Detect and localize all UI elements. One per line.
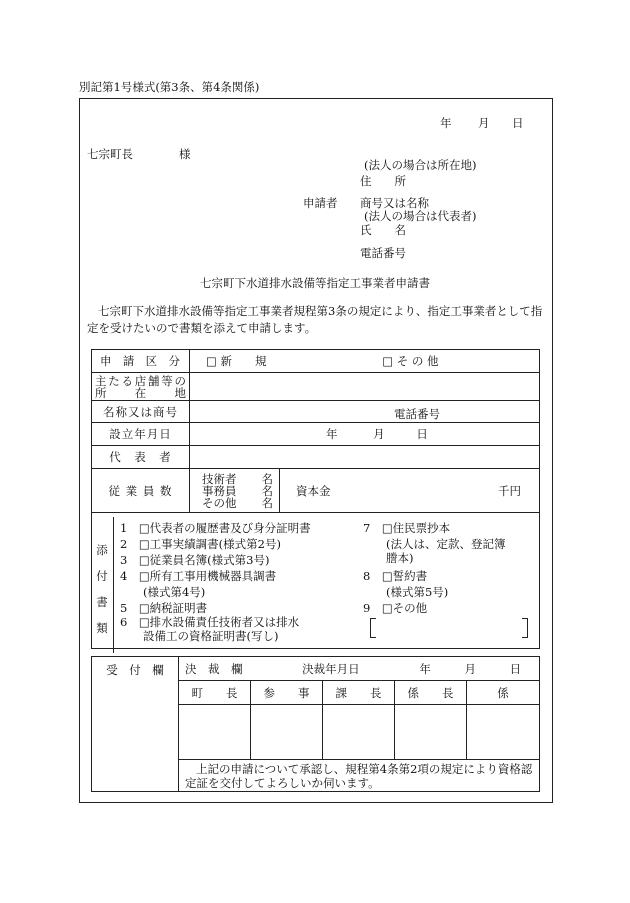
stamp-staff[interactable] (467, 705, 540, 760)
approval-note: 上記の申請について承認し、規程第4条第2項の規定により資格認定証を交付してよろしいか伺います。 (179, 760, 540, 792)
addressee-name: 七宗町長 (87, 147, 133, 161)
other-attachment-bracket[interactable] (370, 618, 528, 636)
capital-unit: 千円 (498, 483, 521, 498)
reception-header-row (92, 657, 540, 681)
row-store-address (92, 373, 540, 401)
attachment-item-4[interactable]: 4 □所有工事用機械器具調書 (120, 569, 277, 583)
approver-staff: 係 (467, 681, 540, 705)
attachment-item-8[interactable]: 8 □誓約書 (363, 569, 428, 583)
attachment-item-4-note: (様式第4号) (120, 585, 206, 599)
approver-section-chief: 課 長 (323, 681, 395, 705)
representative-field[interactable] (190, 446, 540, 469)
capital-field[interactable] (280, 469, 540, 513)
application-statement: 七宗町下水道排水設備等指定工事業者規程第3条の規定により、指定工事業者として指定を受けたいので書類を添えて申請します。 (87, 304, 543, 335)
employee-breakdown: 技術者 名 事務員 名 その他 名 (190, 469, 280, 513)
category-other-checkbox[interactable]: □ そ の 他 (382, 354, 439, 368)
trade-name-label: 商号又は名称 (360, 196, 429, 210)
approver-counselor: 参 事 (251, 681, 323, 705)
date-day: 日 (512, 116, 524, 130)
attachment-item-7[interactable]: 7 □住民票抄本 (363, 521, 451, 535)
decision-header: 決 裁 欄 決裁年月日 年 月 日 (179, 657, 540, 681)
established-date-label: 設立年月日 (92, 423, 190, 446)
applicant-label: 申請者 (303, 196, 338, 210)
established-date-field[interactable]: 年 月 日 (190, 423, 540, 446)
attachment-item-7-note-2: 謄本) (363, 551, 414, 565)
name-label: 氏 名 (360, 223, 406, 237)
store-address-field[interactable] (190, 373, 540, 401)
receipt-column: 受 付 欄 (92, 657, 179, 792)
attachment-item-5[interactable]: 5 □納税証明書 (120, 601, 208, 615)
representative-label: 代 表 者 (92, 446, 190, 469)
employees-label: 従 業 員 数 (92, 469, 190, 513)
attachment-item-7-note: (法人は、定款、登記簿 (363, 537, 506, 551)
addressee-honorific: 様 (179, 147, 191, 161)
attachments-label: 添 付 書 類 (96, 543, 108, 635)
stamp-mayor[interactable] (179, 705, 251, 760)
row-category (92, 350, 540, 373)
decision-date-label: 決裁年月日 (302, 661, 360, 676)
approver-mayor: 町 長 (179, 681, 251, 705)
reception-approval-table (91, 656, 540, 792)
category-label: 申請区分 (92, 350, 190, 373)
phone-label: 電話番号 (360, 246, 406, 260)
row-representative (92, 446, 540, 469)
stamp-section-chief[interactable] (323, 705, 395, 760)
category-options (190, 350, 540, 373)
row-established (92, 423, 540, 446)
phone-number-label: 電話番号 (394, 407, 440, 421)
date-month: 月 (478, 116, 490, 130)
stamp-counselor[interactable] (251, 705, 323, 760)
attachment-item-8-note: (様式第5号) (363, 585, 449, 599)
attachment-item-6[interactable]: 6 □排水設備責任技術者又は排水 (120, 615, 300, 629)
date-year: 年 (440, 116, 452, 130)
name-trade-field[interactable] (190, 401, 540, 423)
row-employees (92, 469, 540, 513)
name-trade-label: 名称又は商号 (92, 401, 190, 423)
approver-subsection-chief: 係 長 (395, 681, 467, 705)
capital-label: 資本金 (296, 483, 331, 498)
attachment-item-3[interactable]: 3 □従業員名簿(様式第3号) (120, 553, 270, 567)
attachment-item-2[interactable]: 2 □工事実績調書(様式第2号) (120, 537, 281, 551)
document-title: 七宗町下水道排水設備等指定工事業者申請書 (200, 276, 430, 290)
category-new-checkbox[interactable]: □ 新 規 (206, 354, 267, 368)
attachment-item-1[interactable]: 1 □代表者の履歴書及び身分証明書 (120, 521, 311, 535)
corp-address-note: (法人の場合は所在地) (364, 158, 477, 172)
attachments-label-divider (113, 517, 114, 653)
store-address-label: 主たる店舗等の 所 在 地 (92, 373, 190, 401)
address-label: 住 所 (360, 174, 406, 188)
form-number-header: 別記第1号様式(第3条、第4条関係) (79, 80, 260, 94)
attachment-item-9[interactable]: 9 □その他 (363, 601, 428, 615)
stamp-subsection-chief[interactable] (395, 705, 467, 760)
attachment-item-6-note: 設備工の資格証明書(写し) (120, 629, 279, 643)
corp-rep-note: (法人の場合は代表者) (364, 209, 477, 223)
row-name (92, 401, 540, 423)
decision-label: 決 裁 欄 (185, 661, 243, 676)
